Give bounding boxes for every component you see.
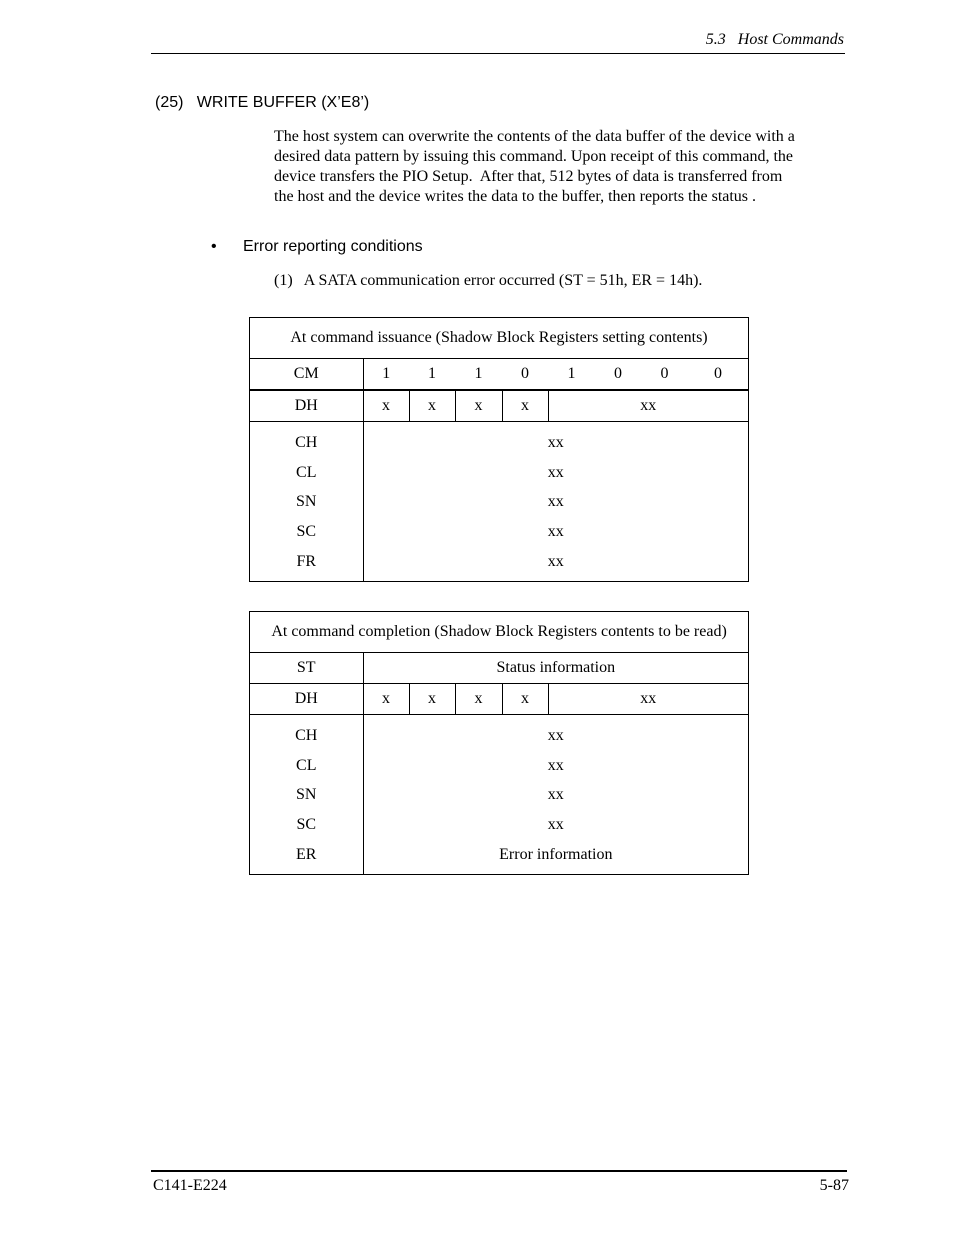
cm-bit: 0 (595, 359, 641, 391)
description-line: the host and the device writes the data to the buffer, then reports the status . (274, 188, 757, 205)
register-value: xx (547, 726, 564, 744)
dh-bit: x (409, 390, 455, 422)
cm-bit: 0 (641, 359, 688, 391)
register-value: xx (547, 433, 564, 451)
table-title: At command issuance (Shadow Block Registers setting contents) (250, 318, 748, 359)
table-title: At command completion (Shadow Block Registers contents to be read) (250, 612, 748, 653)
cm-bit: 1 (363, 359, 409, 391)
register-label: SC (250, 810, 363, 840)
register-value: xx (547, 523, 564, 541)
header-rule (151, 53, 845, 54)
description-line: device transfers the PIO Setup. After that, 512 bytes of data is transferred from (274, 168, 783, 185)
description-line: desired data pattern by issuing this command. Upon receipt of this command, the (274, 148, 793, 165)
register-label: SN (250, 781, 363, 811)
document-id: C141-E224 (153, 1177, 227, 1194)
dh-low-value: xx (548, 390, 748, 422)
issuance-register-table (250, 318, 748, 581)
register-value: xx (547, 463, 564, 481)
cm-bit: 0 (502, 359, 548, 391)
completion-register-table (250, 612, 748, 874)
register-label: CL (250, 458, 363, 488)
bullet-icon: • (211, 238, 217, 255)
cm-bit: 0 (688, 359, 748, 391)
dh-bit: x (363, 390, 409, 422)
description-line: The host system can overwrite the contents of the data buffer of the device with a (274, 128, 795, 145)
dh-bit: x (455, 684, 502, 715)
register-label: SC (250, 517, 363, 547)
register-label-st: ST (250, 653, 363, 684)
register-label-cm: CM (250, 359, 363, 391)
register-label: FR (250, 547, 363, 581)
register-label-dh: DH (250, 684, 363, 715)
footer-rule (151, 1170, 847, 1172)
dh-bit: x (363, 684, 409, 715)
register-label: CH (250, 422, 363, 458)
register-value: xx (547, 493, 564, 511)
register-label: CH (250, 715, 363, 751)
dh-bit: x (455, 390, 502, 422)
dh-bit: x (409, 684, 455, 715)
register-value: xx (547, 553, 564, 571)
description-paragraph (274, 127, 844, 207)
dh-bit: x (502, 390, 548, 422)
register-label: SN (250, 488, 363, 518)
register-value: xx (547, 786, 564, 804)
section-heading: (25) WRITE BUFFER (X’E8’) (155, 94, 370, 111)
error-condition-item: (1) A SATA communication error occurred (ST = 51h, ER = 14h). (274, 272, 703, 289)
dh-low-value: xx (548, 684, 748, 715)
register-label-dh: DH (250, 390, 363, 422)
page-number: 5-87 (819, 1177, 849, 1194)
running-header: 5.3 Host Commands (705, 31, 844, 48)
register-label: CL (250, 751, 363, 781)
bullet-text: Error reporting conditions (243, 238, 423, 255)
register-value: xx (547, 756, 564, 774)
cm-bit: 1 (548, 359, 595, 391)
status-information: Status information (363, 653, 748, 684)
cm-bit: 1 (409, 359, 455, 391)
register-value: xx (547, 816, 564, 834)
cm-bit: 1 (455, 359, 502, 391)
error-information: Error information (499, 846, 613, 864)
dh-bit: x (502, 684, 548, 715)
register-label: ER (250, 840, 363, 874)
